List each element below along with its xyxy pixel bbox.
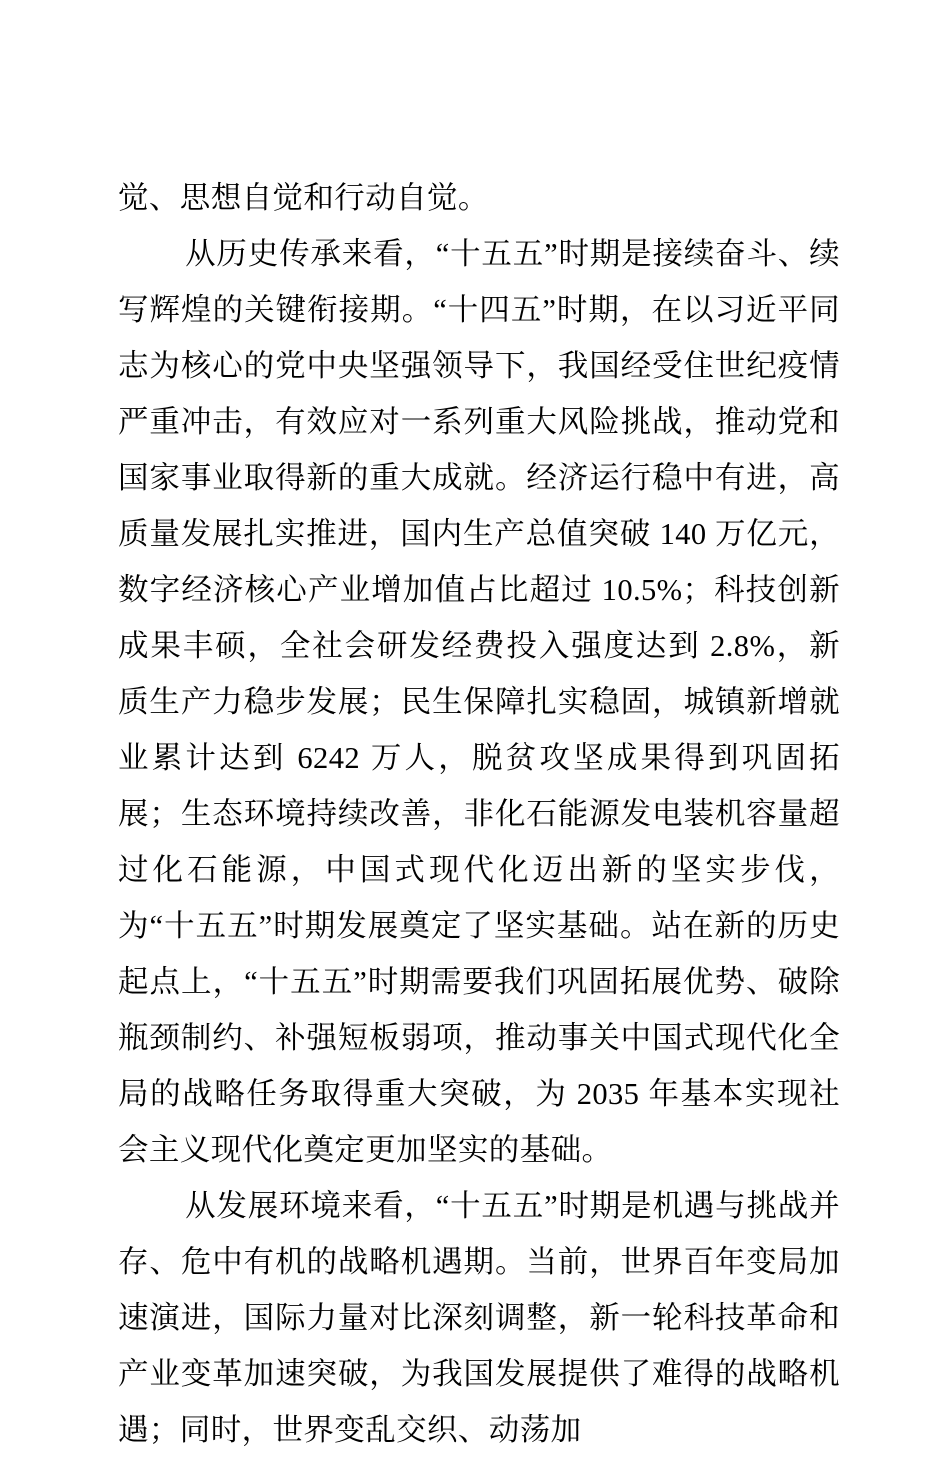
paragraph-continuation: 觉、思想自觉和行动自觉。: [118, 181, 489, 215]
paragraph-development-environment: 从发展环境来看，“十五五”时期是机遇与挑战并存、危中有机的战略机遇期。当前，世界百年变局加速演进，国际力量对比深刻调整，新一轮科技革命和产业变革加速突破，为我国发展提供了难得的战略机遇；同时，世界变乱交织、动荡加: [118, 1189, 840, 1447]
document-body: [118, 170, 840, 1458]
paragraph-historical-inheritance: 从历史传承来看，“十五五”时期是接续奋斗、续写辉煌的关键衔接期。“十四五”时期，在以习近平同志为核心的党中央坚强领导下，我国经受住世纪疫情严重冲击，有效应对一系列重大风险挑战，推动党和国家事业取得新的重大成就。经济运行稳中有进，高质量发展扎实推进，国内生产总值突破 140 万亿元，数字经济核心产业增加值占比超过 10.5%；科技创新成果丰硕，全社会研发经费投入强度达到 2.8%，新质生产力稳步发展；民生保障扎实稳固，城镇新增就业累计达到 6242 万人，脱贫攻坚成果得到巩固拓展；生态环境持续改善，非化石能源发电装机容量超过化石能源，中国式现代化迈出新的坚实步伐，为“十五五”时期发展奠定了坚实基础。站在新的历史起点上，“十五五”时期需要我们巩固拓展优势、破除瓶颈制约、补强短板弱项，推动事关中国式现代化全局的战略任务取得重大突破，为 2035 年基本实现社会主义现代化奠定更加坚实的基础。: [118, 237, 840, 1167]
